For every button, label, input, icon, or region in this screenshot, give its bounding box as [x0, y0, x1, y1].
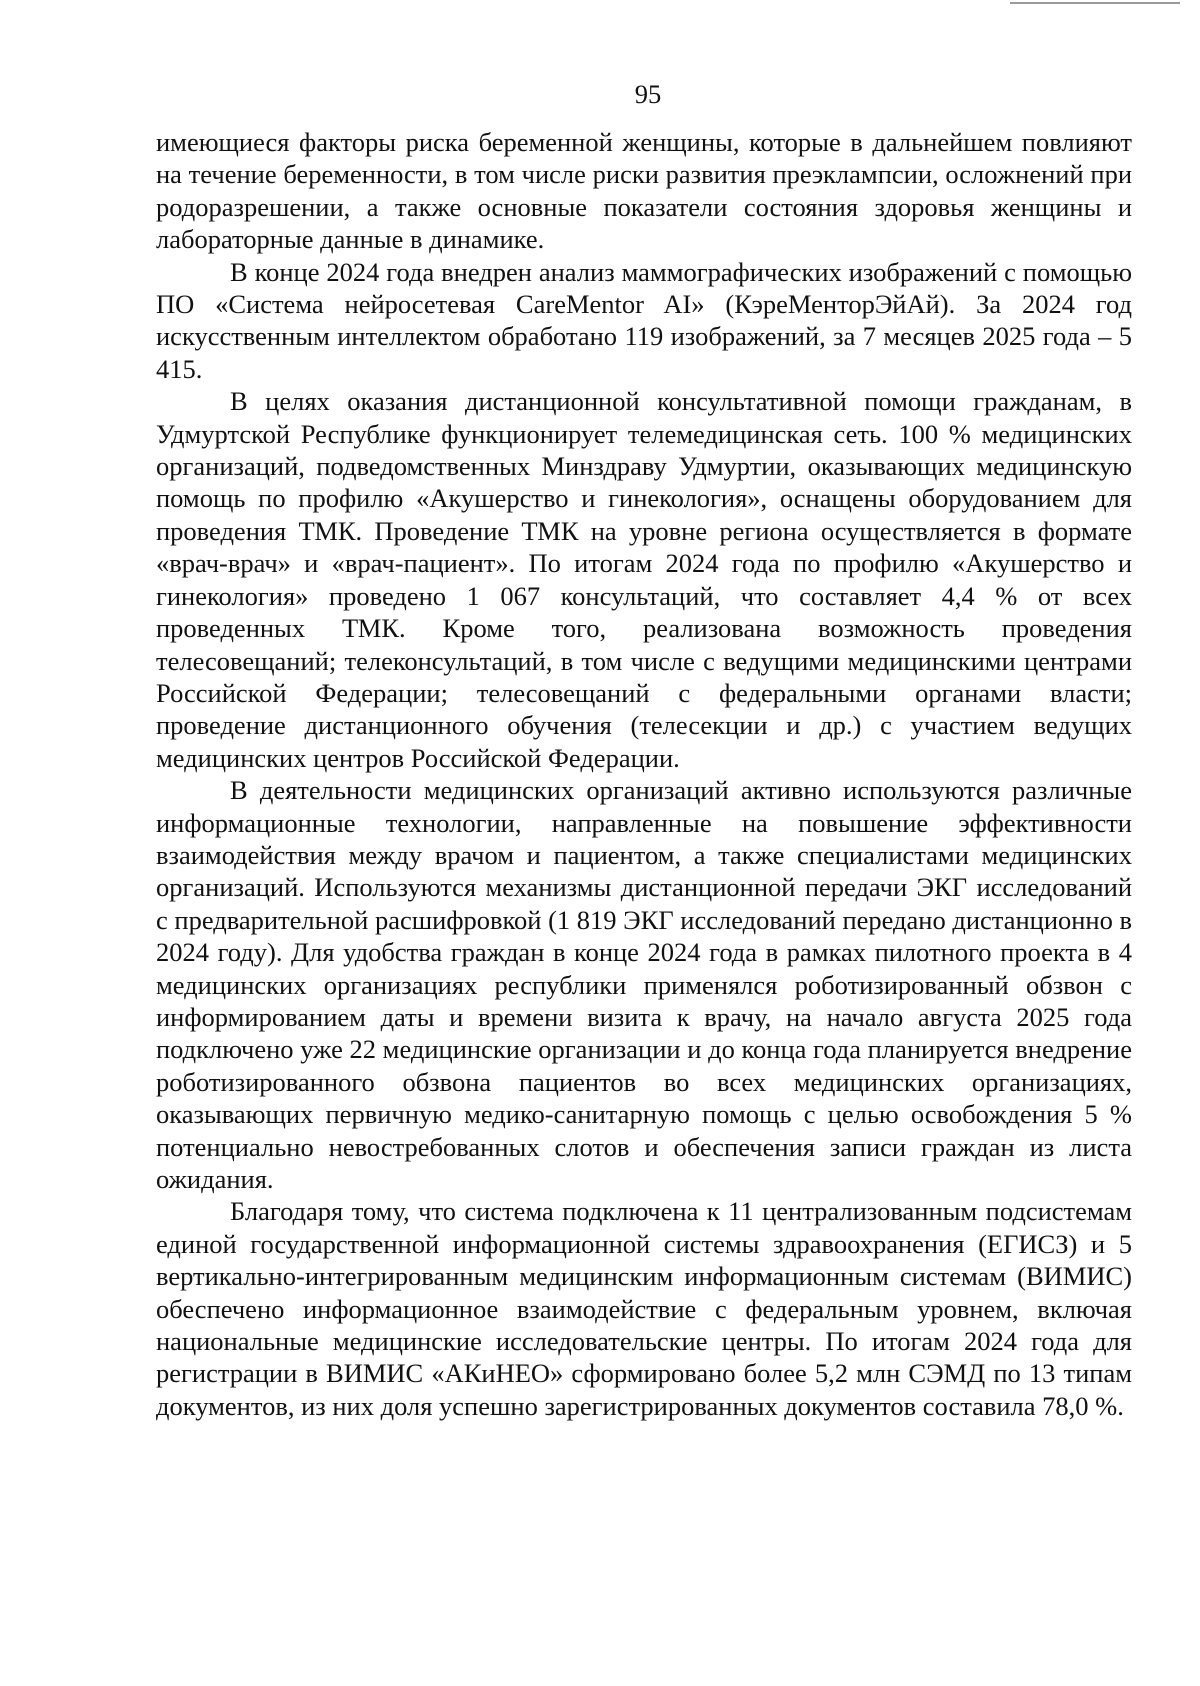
- paragraph-egisz-vimis: Благодаря тому, что система подключена к 11 централизованным подсистемам единой государственной информационной системы здравоохранения (ЕГИСЗ) и 5 вертикально-интегрированным медицинским информационным системам (ВИМИС) обеспечено информационное взаимодействие с федеральным уровнем, включая национальные медицинские исследовательские центры. По итогам 2024 года для регистрации в ВИМИС «АКиНЕО» сформировано более 5,2 млн СЭМД по 13 типам документов, из них доля успешно зарегистрированных документов составила 78,0 %.: [156, 1196, 1132, 1421]
- paragraph-mammography-ai: В конце 2024 года внедрен анализ маммографических изображений с помощью ПО «Система нейросетевая CareMentor AI» (КэреМенторЭйАй). За 2024 год искусственным интеллектом обработано 119 изображений, за 7 месяцев 2025 года – 5 415.: [156, 256, 1132, 384]
- paragraph-telemedicine: В целях оказания дистанционной консультативной помощи гражданам, в Удмуртской Республике функционирует телемедицинская сеть. 100 % медицинских организаций, подведомственных Минздраву Удмуртии, оказывающих медицинскую помощь по профилю «Акушерство и гинекология», оснащены оборудованием для проведения ТМК. Проведение ТМК на уровне региона осуществляется в формате «врач-врач» и «врач-пациент». По итогам 2024 года по профилю «Акушерство и гинекология» проведено 1 067 консультаций, что составляет 4,4 % от всех проведенных ТМК. Кроме того, реализована возможность проведения телесовещаний; телеконсультаций, в том числе с ведущими медицинскими центрами Российской Федерации; телесовещаний с федеральными органами власти; проведение дистанционного обучения (телесекции и др.) с участием ведущих медицинских центров Российской Федерации.: [156, 386, 1132, 773]
- page-number: 95: [634, 79, 662, 109]
- paragraph-risk-factors: имеющиеся факторы риска беременной женщины, которые в дальнейшем повлияют на течение беременности, в том числе риски развития преэклампсии, осложнений при родоразрешении, а также основные показатели состояния здоровья женщины и лабораторные данные в динамике.: [156, 127, 1132, 255]
- document-page: [156, 72, 1132, 1422]
- paragraph-information-technologies: В деятельности медицинских организаций активно используются различные информационные технологии, направленные на повышение эффективности взаимодействия между врачом и пациентом, а также специалистами медицинских организаций. Используются механизмы дистанционной передачи ЭКГ исследований с предварительной расшифровкой (1 819 ЭКГ исследований передано дистанционно в 2024 году). Для удобства граждан в конце 2024 года в рамках пилотного проекта в 4 медицинских организациях республики применялся роботизированный обзвон с информированием даты и времени визита к врачу, на начало августа 2025 года подключено уже 22 медицинские организации и до конца года планируется внедрение роботизированного обзвона пациентов во всех медицинских организациях, оказывающих первичную медико-санитарную помощь с целью освобождения 5 % потенциально невостребованных слотов и обеспечения записи граждан из листа ожидания.: [156, 775, 1132, 1194]
- scan-edge-rule: [1010, 2, 1180, 4]
